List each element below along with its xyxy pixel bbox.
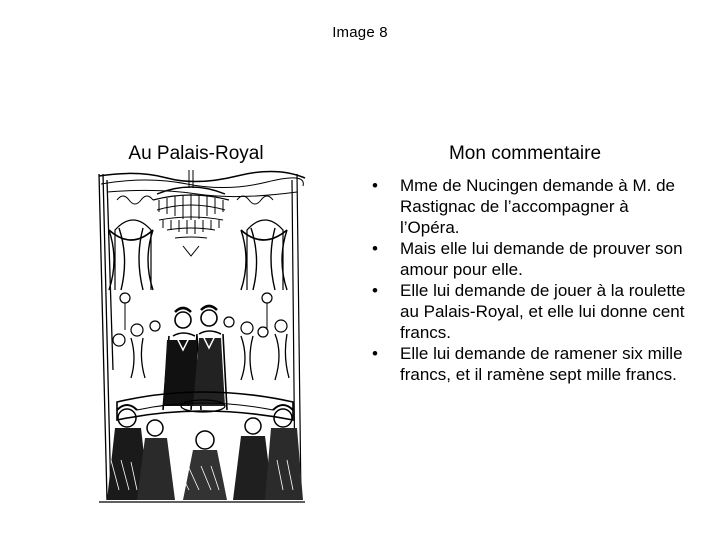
bullet-text: Elle lui demande de ramener six mille francs, et il ramène sept mille francs. xyxy=(400,344,683,384)
bullet-text: Mais elle lui demande de prouver son amour pour elle. xyxy=(400,239,683,279)
bullet-text: Elle lui demande de jouer à la roulette au Palais-Royal, et elle lui donne cent francs. xyxy=(400,281,686,342)
bullet-icon: • xyxy=(372,239,378,258)
illustration-heading: Au Palais-Royal xyxy=(128,143,264,164)
bullet-icon: • xyxy=(372,281,378,300)
list-item xyxy=(368,175,690,238)
commentary-bullet-list xyxy=(368,175,690,385)
list-item xyxy=(368,280,690,343)
list-item xyxy=(368,238,690,280)
bullet-icon: • xyxy=(372,176,378,195)
bullet-icon: • xyxy=(372,344,378,363)
list-item xyxy=(368,343,690,385)
bullet-text: Mme de Nucingen demande à M. de Rastignac de l’accompagner à l’Opéra. xyxy=(400,176,675,237)
commentary-heading: Mon commentaire xyxy=(448,143,602,164)
slide-title: Image 8 xyxy=(332,24,388,41)
palais-royal-drawing xyxy=(97,170,307,506)
palais-royal-illustration xyxy=(97,170,307,506)
